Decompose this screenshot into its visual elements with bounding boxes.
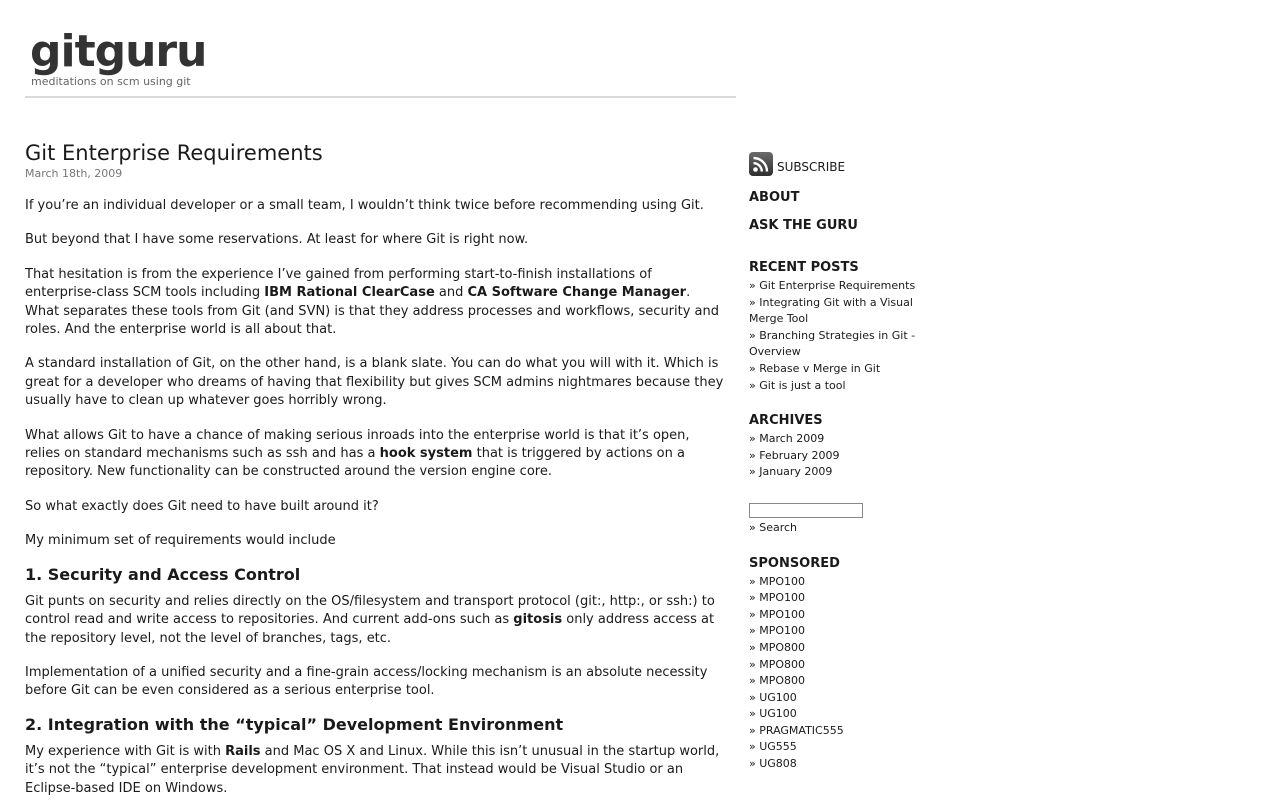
post-paragraph [25,266,725,340]
recent-post-link[interactable]: » Branching Strategies in Git - Overview [749,328,929,361]
post-paragraph [25,743,725,798]
sponsored-link[interactable]: » MPO100 [749,607,929,624]
text-span: Git punts on security and relies directly on the OS/filesystem and transport protocol (git:, http:, or ssh:) to control read and write access to repositories. And current add-ons such as [25,593,715,628]
sponsored-heading: SPONSORED [749,555,840,571]
ca-scm-link[interactable] [468,285,687,300]
clearcase-link[interactable] [264,285,434,300]
recent-post-link[interactable]: » Rebase v Merge in Git [749,361,929,378]
recent-posts-heading: RECENT POSTS [749,260,859,275]
recent-post-link[interactable]: » Git Enterprise Requirements [749,278,929,295]
post-paragraph [25,427,725,482]
sidebar [749,152,929,773]
sponsored-link[interactable]: » MPO800 [749,640,929,657]
archives-list [749,431,929,481]
hook-system-link[interactable] [380,446,473,461]
post-title: Git Enterprise Requirements [25,141,323,165]
link-text: gitosis [513,612,563,628]
rails-link[interactable] [225,744,260,759]
archives-heading: ARCHIVES [749,413,823,429]
archive-link[interactable]: » January 2009 [749,464,929,481]
text-span: What allows Git to have a chance of making serious inroads into the enterprise world is that it’s open, relies on standard mechanisms such as ssh and has a [25,427,690,462]
sponsored-link[interactable]: » UG100 [749,706,929,723]
post-paragraph: If you’re an individual developer or a small team, I wouldn’t think twice before recommending using Git. [25,198,704,213]
post-date: March 18th, 2009 [25,167,123,180]
text-span: That hesitation is from the experience I’ve gained from performing start-to-finish installations of enterprise-class SCM tools including [25,266,652,301]
link-text: IBM Rational ClearCase [264,285,435,301]
gitosis-link[interactable] [513,612,562,627]
post-paragraph: Implementation of a unified security and a fine-grain access/locking mechanism is an absolute necessity before Git can be even considered as a serious enterprise tool. [25,664,708,699]
sponsored-link[interactable]: » MPO800 [749,673,929,690]
sponsored-link[interactable]: » UG100 [749,690,929,707]
recent-posts-list [749,278,929,394]
search-button[interactable]: » Search [749,520,929,537]
sponsored-link[interactable]: » MPO100 [749,590,929,607]
sponsored-link[interactable]: » PRAGMATIC555 [749,723,929,740]
sponsored-link[interactable]: » MPO100 [749,623,929,640]
sponsored-list [749,574,929,773]
section-heading: 2. Integration with the “typical” Development Environment [25,714,564,734]
post-content [25,140,725,798]
link-text: CA Software Change Manager [467,285,687,301]
site-description: meditations on scm using git [31,75,191,88]
ask-the-guru-link[interactable]: ASK THE GURU [749,218,858,233]
rss-feed-icon [749,152,773,176]
sponsored-link[interactable]: » UG808 [749,756,929,773]
sponsored-link[interactable]: » MPO800 [749,657,929,674]
subscribe-label: SUBSCRIBE [777,160,846,175]
archive-link[interactable]: » February 2009 [749,448,929,465]
site-title-link[interactable]: gitguru [30,26,207,77]
post-paragraph [25,593,725,648]
text-span: My experience with Git is with [25,743,226,759]
about-link[interactable]: ABOUT [749,190,800,205]
sponsored-link[interactable]: » MPO100 [749,574,929,591]
site-header [25,26,736,98]
recent-post-link[interactable]: » Git is just a tool [749,378,929,395]
post-paragraph: My minimum set of requirements would include [25,533,336,549]
archive-link[interactable]: » March 2009 [749,431,929,448]
post-paragraph: So what exactly does Git need to have built around it? [25,498,379,514]
subscribe-link[interactable] [749,152,929,176]
recent-post-link[interactable]: » Integrating Git with a Visual Merge Tool [749,295,929,328]
post-paragraph: But beyond that I have some reservations. At least for where Git is right now. [25,232,529,248]
text-span: and [434,285,468,301]
search-input[interactable] [749,503,863,518]
link-text: hook system [379,446,473,462]
text-span: only address access at the repository level, not the level of branches, tags, etc. [25,612,715,646]
section-heading: 1. Security and Access Control [25,564,301,584]
post-paragraph: A standard installation of Git, on the other hand, is a blank slate. You can do what you will with it. Which is great for a developer who dreams of having that flexibility but gives SCM admins nightmares because they usually have to clean up whatever goes horribly wrong. [25,356,724,409]
text-span: . What separates these tools from Git (and SVN) is that they address processes and workflows, security and roles. And the enterprise world is all about that. [25,285,720,338]
sponsored-link[interactable]: » UG555 [749,739,929,756]
text-span: that is triggered by actions on a repository. New functionality can be constructed around the version engine core. [25,446,685,480]
text-span: and Mac OS X and Linux. While this isn’t unusual in the startup world, it’s not the “typical” enterprise development environment. That instead would be Visual Studio or an Eclipse-based IDE on Windows. [25,743,720,796]
link-text: Rails [225,743,261,759]
